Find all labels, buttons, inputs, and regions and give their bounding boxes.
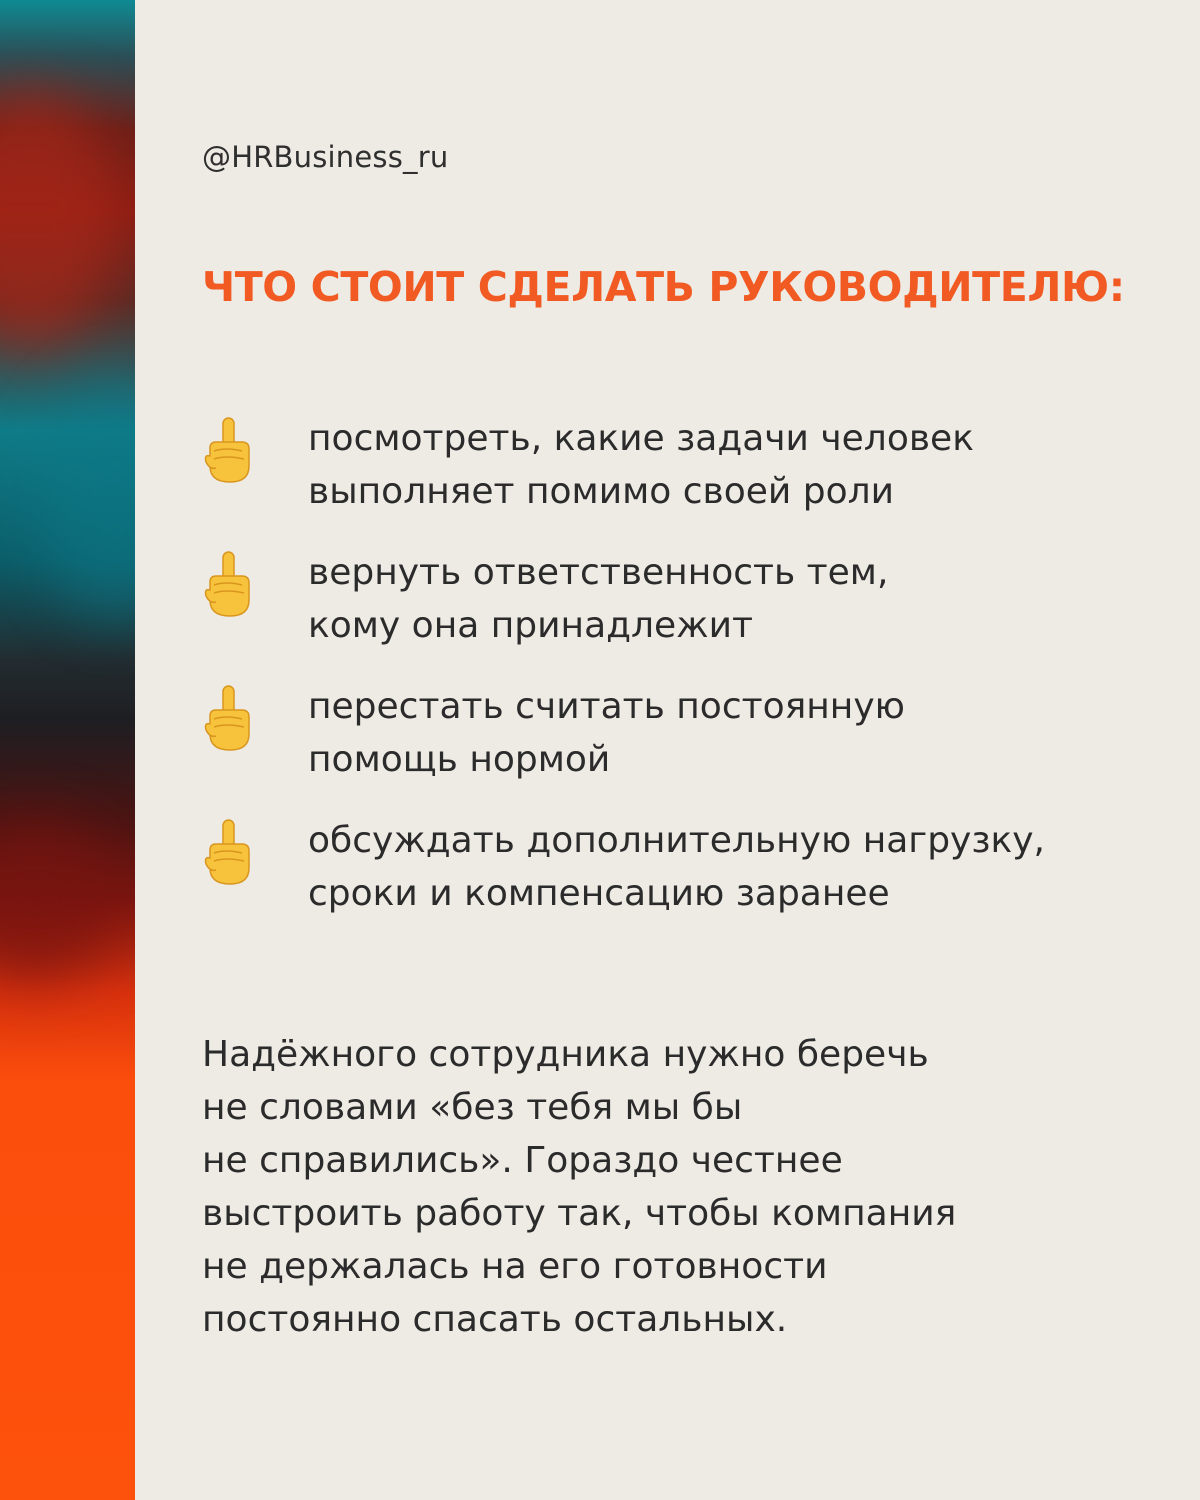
list-item	[200, 546, 1160, 680]
gradient-blob	[40, 380, 135, 620]
page-title: ЧТО СТОИТ СДЕЛАТЬ РУКОВОДИТЕЛЮ:	[202, 263, 1125, 311]
closing-paragraph: Надёжного сотрудника нужно беречь не словами «без тебя мы бы не справились». Гораздо честнее выстроить работу так, чтобы компания не держалась на его готовности постоянно спасать остальных.	[202, 1034, 957, 1340]
index-pointing-up-icon	[202, 684, 256, 754]
account-handle: @HRBusiness_ru	[202, 140, 449, 174]
index-pointing-up-icon	[202, 416, 256, 486]
gradient-blob	[0, 90, 120, 350]
list-item	[200, 412, 1160, 546]
list-item-text: обсуждать дополнительную нагрузку, сроки и компенсацию заранее	[308, 820, 1045, 914]
list-item-text: вернуть ответственность тем, кому она принадлежит	[308, 552, 889, 646]
decorative-gradient-strip	[0, 0, 135, 1500]
gradient-blob	[0, 820, 120, 980]
list-item	[200, 680, 1160, 814]
advice-list	[200, 412, 1160, 948]
list-item	[200, 814, 1160, 948]
index-pointing-up-icon	[202, 550, 256, 620]
index-pointing-up-icon	[202, 818, 256, 888]
list-item-text: перестать считать постоянную помощь нормой	[308, 686, 905, 780]
list-item-text: посмотреть, какие задачи человек выполняет помимо своей роли	[308, 418, 974, 512]
